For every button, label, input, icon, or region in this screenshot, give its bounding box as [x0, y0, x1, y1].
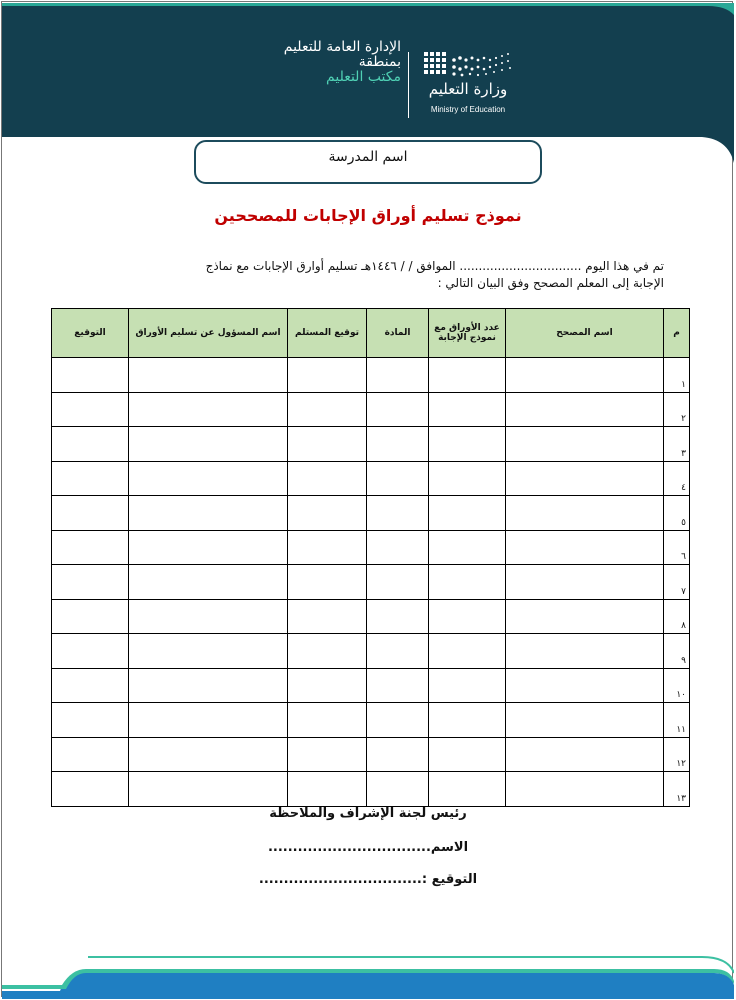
table-row — [52, 461, 690, 496]
row-number: ١٣ — [664, 772, 690, 807]
table-row — [52, 392, 690, 427]
cell-subject[interactable] — [367, 392, 429, 427]
row-number: ١ — [664, 358, 690, 393]
cell-corrector[interactable] — [506, 634, 664, 669]
table-row — [52, 358, 690, 393]
cell-corrector[interactable] — [506, 668, 664, 703]
cell-papers[interactable] — [429, 530, 506, 565]
header-receiver-signature: توقيع المستلم — [288, 309, 367, 358]
cell-papers[interactable] — [429, 461, 506, 496]
table-row — [52, 599, 690, 634]
delivery-table — [51, 308, 690, 807]
header-corrector: اسم المصحح — [506, 309, 664, 358]
cell-signature[interactable] — [52, 634, 129, 669]
cell-papers[interactable] — [429, 634, 506, 669]
table-row — [52, 565, 690, 600]
cell-signature[interactable] — [52, 530, 129, 565]
cell-corrector[interactable] — [506, 392, 664, 427]
cell-signature[interactable] — [52, 737, 129, 772]
table-body — [52, 358, 690, 807]
table-row — [52, 703, 690, 738]
row-number: ٧ — [664, 565, 690, 600]
row-number: ١١ — [664, 703, 690, 738]
cell-receiver-signature[interactable] — [288, 772, 367, 807]
cell-officer[interactable] — [129, 599, 288, 634]
directorate-line2: بمنطقة — [358, 54, 401, 70]
cell-receiver-signature[interactable] — [288, 496, 367, 531]
cell-signature[interactable] — [52, 565, 129, 600]
table-row — [52, 634, 690, 669]
cell-officer[interactable] — [129, 530, 288, 565]
cell-signature[interactable] — [52, 427, 129, 462]
supervisor-signature-line: التوقيع :................................. — [258, 872, 478, 887]
supervisor-title: رئيس لجنة الإشراف والملاحظة — [269, 806, 467, 821]
cell-subject[interactable] — [367, 703, 429, 738]
cell-papers[interactable] — [429, 737, 506, 772]
table-row — [52, 737, 690, 772]
cell-officer[interactable] — [129, 461, 288, 496]
cell-subject[interactable] — [367, 496, 429, 531]
cell-signature[interactable] — [52, 358, 129, 393]
school-name-label: اسم المدرسة — [328, 149, 408, 165]
cell-officer[interactable] — [129, 358, 288, 393]
cell-papers[interactable] — [429, 358, 506, 393]
ministry-name-english: Ministry of Education — [430, 105, 506, 114]
cell-receiver-signature[interactable] — [288, 565, 367, 600]
cell-signature[interactable] — [52, 668, 129, 703]
cell-subject[interactable] — [367, 634, 429, 669]
cell-signature[interactable] — [52, 392, 129, 427]
header-officer: اسم المسؤول عن تسليم الأوراق — [129, 309, 288, 358]
cell-receiver-signature[interactable] — [288, 427, 367, 462]
footer-band — [2, 955, 734, 999]
row-number: ٦ — [664, 530, 690, 565]
table-row — [52, 668, 690, 703]
cell-receiver-signature[interactable] — [288, 530, 367, 565]
cell-receiver-signature[interactable] — [288, 703, 367, 738]
ministry-dots-icon — [422, 50, 514, 80]
header-num: م — [664, 309, 690, 358]
ministry-logo — [418, 50, 518, 122]
cell-officer[interactable] — [129, 427, 288, 462]
cell-corrector[interactable] — [506, 599, 664, 634]
row-number: ١٢ — [664, 737, 690, 772]
row-number: ٣ — [664, 427, 690, 462]
cell-officer[interactable] — [129, 772, 288, 807]
table-row — [52, 772, 690, 807]
cell-signature[interactable] — [52, 703, 129, 738]
header-divider — [408, 52, 409, 118]
cell-papers[interactable] — [429, 565, 506, 600]
cell-papers[interactable] — [429, 703, 506, 738]
cell-papers[interactable] — [429, 772, 506, 807]
cell-subject[interactable] — [367, 565, 429, 600]
cell-officer[interactable] — [129, 703, 288, 738]
row-number: ٥ — [664, 496, 690, 531]
cell-corrector[interactable] — [506, 703, 664, 738]
cell-officer[interactable] — [129, 496, 288, 531]
cell-subject[interactable] — [367, 358, 429, 393]
cell-papers[interactable] — [429, 392, 506, 427]
cell-receiver-signature[interactable] — [288, 737, 367, 772]
cell-papers[interactable] — [429, 496, 506, 531]
table-row — [52, 496, 690, 531]
intro-line-1: تم في هذا اليوم ................................ الموافق / / ١٤٤٦هـ تسليم أوارق الإجابات مع نماذج — [205, 259, 664, 273]
cell-receiver-signature[interactable] — [288, 358, 367, 393]
cell-signature[interactable] — [52, 461, 129, 496]
row-number: ٨ — [664, 599, 690, 634]
supervisor-name-line: الاسم................................. — [267, 840, 469, 855]
cell-corrector[interactable] — [506, 772, 664, 807]
header-subject: المادة — [367, 309, 429, 358]
cell-receiver-signature[interactable] — [288, 668, 367, 703]
cell-officer[interactable] — [129, 392, 288, 427]
cell-subject[interactable] — [367, 772, 429, 807]
education-office: مكتب التعليم — [326, 69, 401, 85]
cell-officer[interactable] — [129, 565, 288, 600]
cell-corrector[interactable] — [506, 530, 664, 565]
row-number: ٩ — [664, 634, 690, 669]
cell-receiver-signature[interactable] — [288, 461, 367, 496]
cell-subject[interactable] — [367, 461, 429, 496]
cell-subject[interactable] — [367, 530, 429, 565]
cell-subject[interactable] — [367, 668, 429, 703]
cell-corrector[interactable] — [506, 737, 664, 772]
cell-corrector[interactable] — [506, 358, 664, 393]
cell-corrector[interactable] — [506, 427, 664, 462]
cell-papers[interactable] — [429, 668, 506, 703]
cell-papers[interactable] — [429, 599, 506, 634]
cell-subject[interactable] — [367, 737, 429, 772]
cell-receiver-signature[interactable] — [288, 634, 367, 669]
table-header-row — [52, 309, 690, 358]
intro-text — [64, 258, 664, 292]
header-papers: عدد الأوراق مع نموذج الإجابة — [429, 309, 506, 358]
cell-signature[interactable] — [52, 599, 129, 634]
cell-subject[interactable] — [367, 599, 429, 634]
table-row — [52, 427, 690, 462]
cell-subject[interactable] — [367, 427, 429, 462]
directorate-line1: الإدارة العامة للتعليم — [283, 39, 401, 55]
cell-receiver-signature[interactable] — [288, 599, 367, 634]
form-title: نموذج تسليم أوراق الإجابات للمصححين — [214, 206, 522, 225]
directorate-block — [284, 40, 401, 85]
cell-officer[interactable] — [129, 668, 288, 703]
cell-officer[interactable] — [129, 737, 288, 772]
cell-signature[interactable] — [52, 496, 129, 531]
row-number: ١٠ — [664, 668, 690, 703]
cell-receiver-signature[interactable] — [288, 392, 367, 427]
cell-corrector[interactable] — [506, 496, 664, 531]
cell-corrector[interactable] — [506, 461, 664, 496]
cell-corrector[interactable] — [506, 565, 664, 600]
table-row — [52, 530, 690, 565]
cell-signature[interactable] — [52, 772, 129, 807]
header-signature: التوقيع — [52, 309, 129, 358]
cell-papers[interactable] — [429, 427, 506, 462]
cell-officer[interactable] — [129, 634, 288, 669]
row-number: ٢ — [664, 392, 690, 427]
row-number: ٤ — [664, 461, 690, 496]
school-name-box — [194, 140, 542, 184]
intro-line-2: الإجابة إلى المعلم المصحح وفق البيان التالي : — [437, 276, 664, 290]
ministry-name-arabic: وزارة التعليم — [428, 80, 508, 98]
